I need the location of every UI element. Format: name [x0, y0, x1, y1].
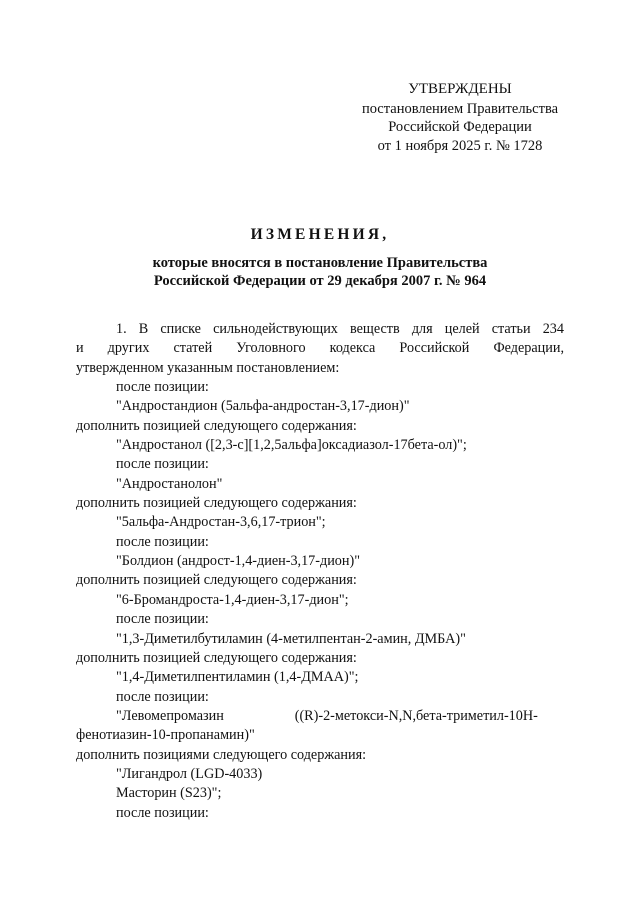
body-line: дополнить позицией следующего содержания:	[76, 572, 357, 589]
body-line: после позиции:	[116, 379, 209, 396]
body-line: дополнить позицией следующего содержания:	[76, 649, 357, 666]
document-title: ИЗМЕНЕНИЯ,	[250, 226, 390, 243]
body-line: 1. В списке сильнодействующих веществ для целей статьи 234	[116, 321, 564, 337]
body-line: "1,3-Диметилбутиламин (4-метилпентан-2-амин, ДМБА)"	[116, 630, 466, 647]
body-line: "Андростанолон"	[116, 475, 223, 492]
body-line: фенотиазин-10-пропанамин)"	[76, 727, 255, 744]
body-line: "5альфа-Андростан-3,6,17-трион";	[116, 514, 326, 531]
document-body	[76, 320, 564, 823]
body-line: дополнить позициями следующего содержания:	[76, 746, 367, 763]
approval-line: Российской Федерации	[388, 119, 532, 135]
body-line: "Болдион (андрост-1,4-диен-3,17-дион)"	[116, 553, 361, 570]
body-line: "Андростанол ([2,3-c][1,2,5альфа]оксадиазол-17бета-ол)";	[116, 437, 467, 454]
body-line: "Андростандион (5альфа-андростан-3,17-дион)"	[116, 398, 410, 415]
document-subtitle-line: которые вносятся в постановление Правительства	[152, 255, 488, 271]
body-line: после позиции:	[116, 533, 209, 550]
body-line: "Лигандрол (LGD-4033)	[116, 765, 263, 782]
approval-line: постановлением Правительства	[361, 100, 559, 117]
body-line: "1,4-Диметилпентиламин (1,4-ДМАА)";	[116, 669, 359, 686]
body-line: после позиции:	[116, 456, 209, 473]
document-title-block	[60, 226, 580, 290]
body-line: Масторин (S23)";	[116, 785, 222, 802]
body-line: после позиции:	[116, 804, 209, 821]
body-line: после позиции:	[116, 688, 209, 705]
approval-line: от 1 ноября 2025 г. № 1728	[377, 137, 543, 154]
body-line: дополнить позицией следующего содержания:	[76, 417, 357, 434]
body-line: и других статей Уголовного кодекса Российской Федерации,	[76, 340, 564, 357]
body-line: "Левомепромазин ((R)-2-метокси-N,N,бета-триметил-10Н-	[116, 707, 538, 724]
body-line: "6-Бромандроста-1,4-диен-3,17-дион";	[116, 591, 349, 608]
approval-stamp	[330, 80, 590, 155]
document-subtitle-line: Российской Федерации от 29 декабря 2007 г. № 964	[153, 273, 487, 289]
approval-heading: УТВЕРЖДЕНЫ	[408, 81, 512, 97]
body-line: после позиции:	[116, 611, 209, 628]
body-line: дополнить позицией следующего содержания:	[76, 495, 357, 512]
body-line: утвержденном указанным постановлением:	[76, 359, 340, 376]
